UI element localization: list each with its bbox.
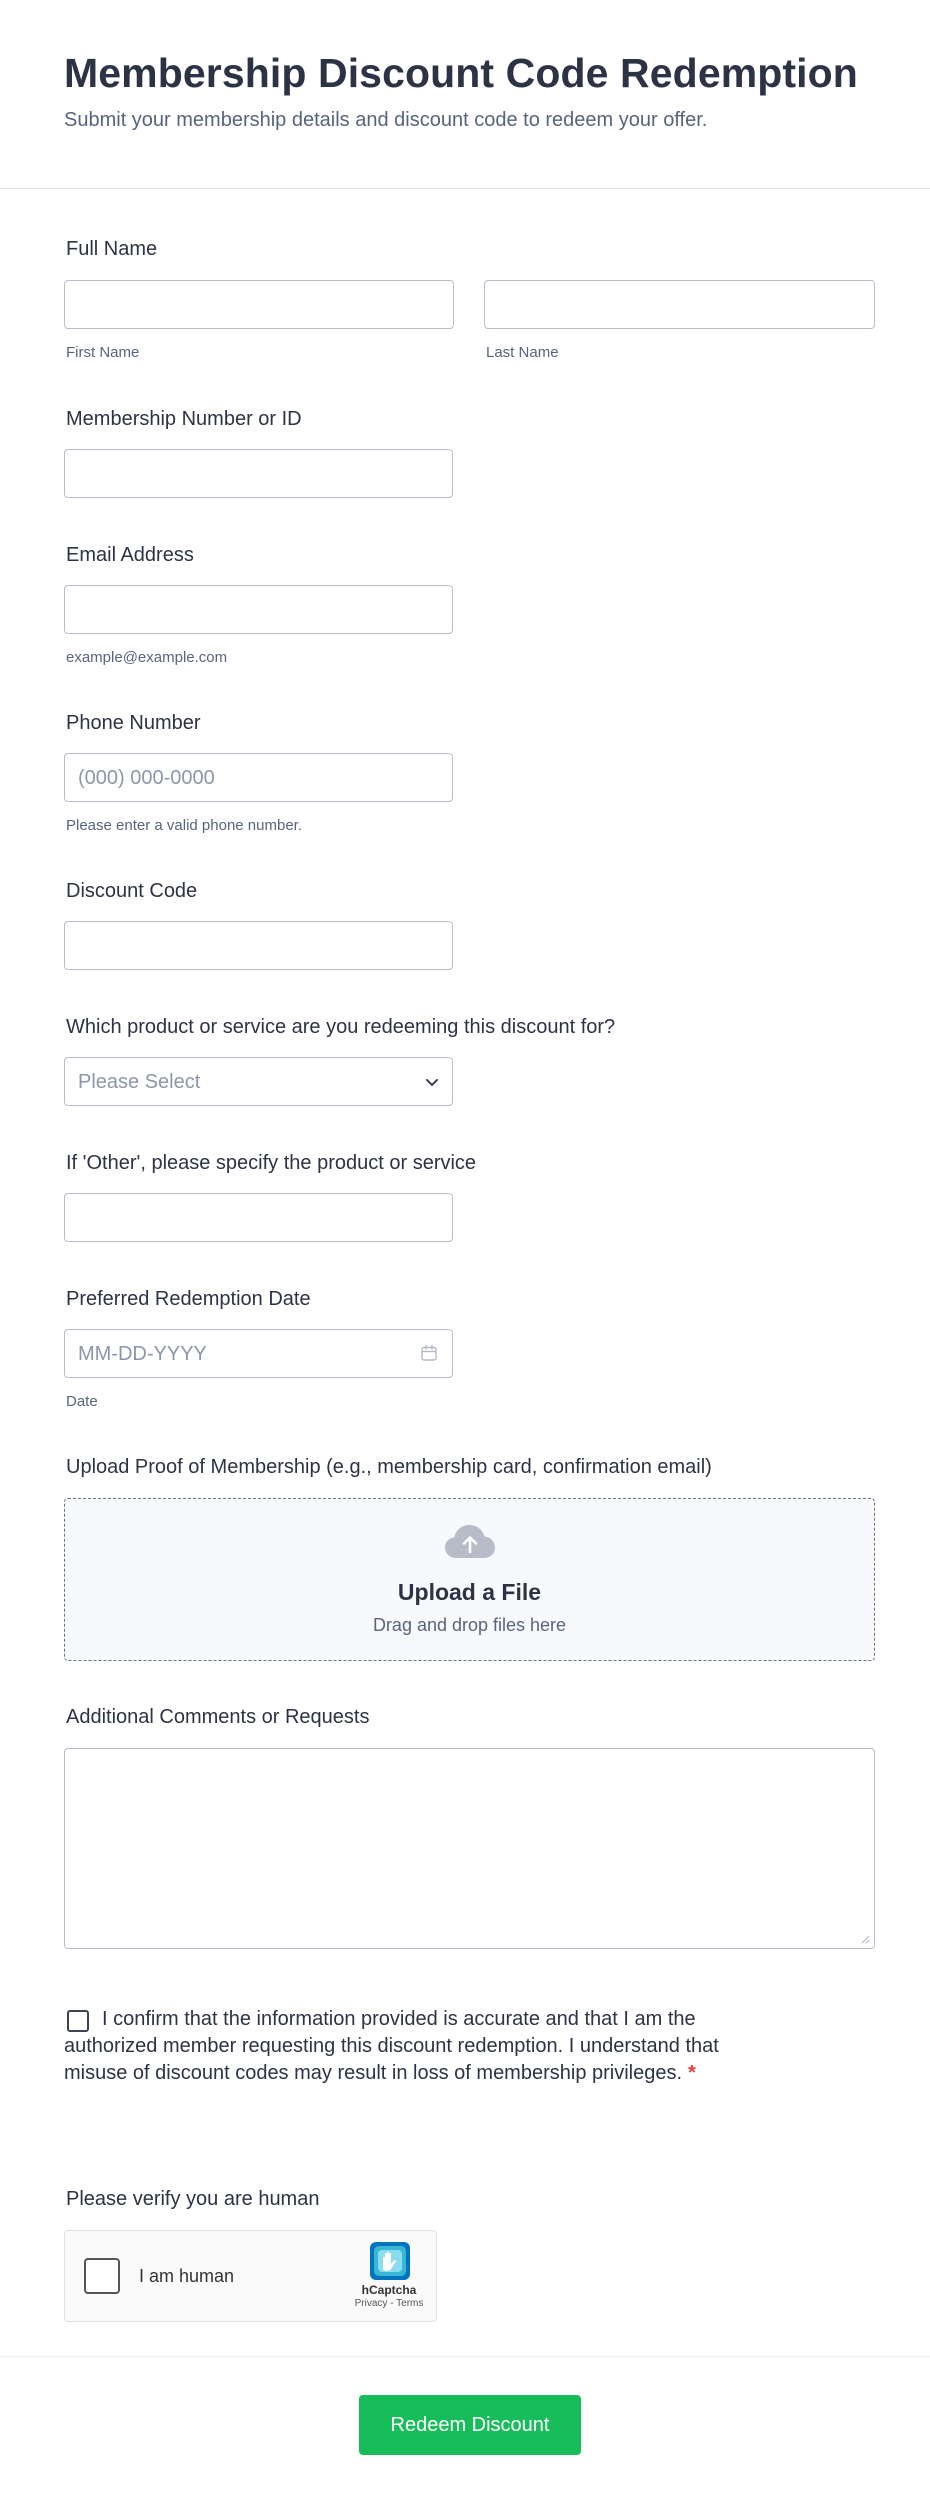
membership-number-label: Membership Number or ID — [66, 408, 302, 430]
full-name-label: Full Name — [66, 238, 158, 260]
other-product-input[interactable] — [64, 1193, 453, 1242]
product-label: Which product or service are you redeeming this discount for? — [66, 1016, 616, 1038]
captcha-checkbox[interactable] — [84, 2258, 120, 2294]
comments-textarea[interactable] — [64, 1748, 875, 1949]
phone-placeholder: (000) 000-0000 — [78, 767, 215, 789]
phone-label: Phone Number — [66, 712, 201, 734]
other-product-label: If 'Other', please specify the product or service — [66, 1152, 477, 1174]
last-name-input[interactable] — [484, 280, 875, 329]
email-label: Email Address — [66, 544, 194, 566]
hcaptcha-widget — [64, 2230, 437, 2322]
chevron-down-icon — [424, 1074, 440, 1090]
date-placeholder: MM-DD-YYYY — [78, 1343, 207, 1365]
phone-input[interactable] — [64, 753, 453, 802]
first-name-sublabel: First Name — [66, 344, 140, 361]
captcha-label: Please verify you are human — [66, 2188, 320, 2210]
file-upload-dropzone[interactable] — [64, 1498, 875, 1661]
email-input[interactable] — [64, 585, 453, 634]
redemption-date-input[interactable] — [64, 1329, 453, 1378]
first-name-input[interactable] — [64, 280, 454, 329]
upload-label: Upload Proof of Membership (e.g., membership card, confirmation email) — [66, 1456, 712, 1478]
form-subtitle: Submit your membership details and discount code to redeem your offer. — [64, 109, 708, 131]
captcha-checkbox-label: I am human — [139, 2266, 235, 2286]
hcaptcha-brand: hCaptcha — [361, 2283, 417, 2297]
hcaptcha-links[interactable]: Privacy - Terms — [354, 2298, 424, 2309]
redeem-discount-button[interactable]: Redeem Discount — [359, 2395, 581, 2455]
form-header — [0, 0, 930, 189]
resize-grip-icon[interactable] — [860, 1934, 870, 1944]
product-select-value: Please Select — [78, 1071, 201, 1093]
consent-label — [64, 2006, 784, 2087]
calendar-icon[interactable] — [420, 1344, 438, 1362]
phone-sublabel: Please enter a valid phone number. — [66, 817, 302, 834]
date-sublabel: Date — [66, 1393, 98, 1410]
email-sublabel: example@example.com — [66, 649, 228, 666]
upload-subtitle: Drag and drop files here — [372, 1615, 567, 1635]
cloud-upload-icon — [444, 1523, 496, 1559]
hcaptcha-logo-icon — [369, 2241, 411, 2281]
last-name-sublabel: Last Name — [486, 344, 559, 361]
product-select[interactable] — [64, 1057, 453, 1106]
upload-title: Upload a File — [397, 1579, 542, 1605]
comments-label: Additional Comments or Requests — [66, 1706, 370, 1728]
discount-code-input[interactable] — [64, 921, 453, 970]
discount-code-label: Discount Code — [66, 880, 198, 902]
form-title: Membership Discount Code Redemption — [64, 50, 858, 96]
required-asterisk: * — [688, 2062, 696, 2084]
membership-number-input[interactable] — [64, 449, 453, 498]
footer-divider — [0, 2356, 930, 2357]
redemption-date-label: Preferred Redemption Date — [66, 1288, 311, 1310]
consent-text: I confirm that the information provided is accurate and that I am the authorized member requesting this discount redemption. I understand that misuse of discount codes may result in loss of membership privileges. — [64, 2008, 719, 2084]
